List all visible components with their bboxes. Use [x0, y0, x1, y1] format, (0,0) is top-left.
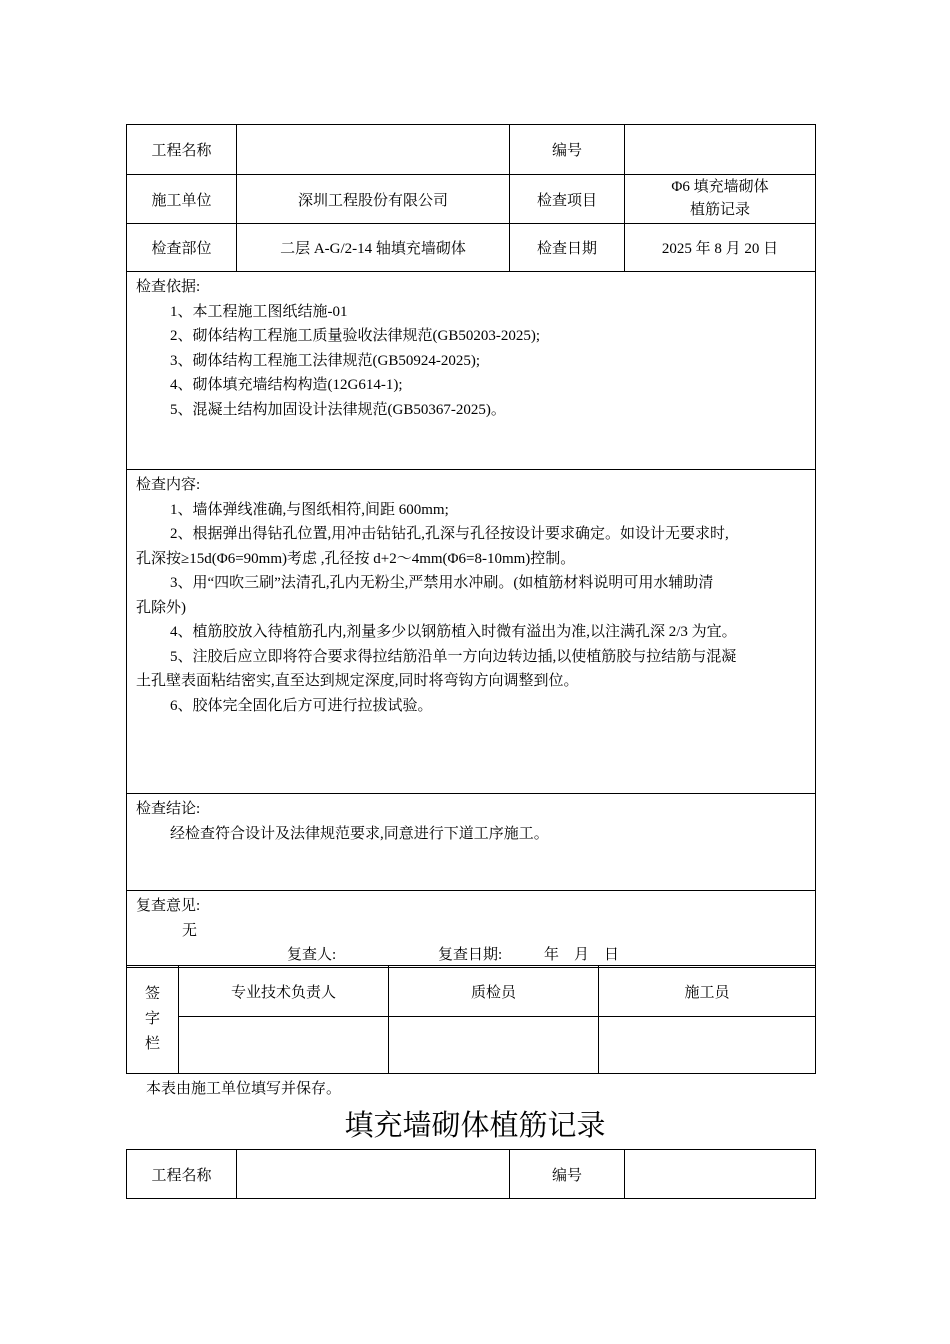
basis-item: 1、本工程施工图纸结施-01: [170, 303, 348, 320]
inspect-item-line1: Φ6 填充墙砌体: [671, 179, 769, 195]
signature-char: 栏: [144, 1036, 160, 1052]
content-section: [127, 470, 816, 794]
signature-char: 字: [144, 1011, 160, 1027]
review-heading: 复查意见:: [136, 898, 201, 914]
content-line: 6、胶体完全固化后方可进行拉拔试验。: [170, 697, 433, 714]
inspect-item-value: [625, 175, 816, 224]
inspect-date-label: 检查日期: [510, 224, 625, 272]
second-form-title: 填充墙砌体植筋记录: [344, 1110, 606, 1142]
inspect-part-label: 检查部位: [127, 224, 237, 272]
basis-item: 2、砌体结构工程施工质量验收法律规范(GB50203-2025);: [170, 328, 540, 344]
review-day: 日: [604, 947, 620, 963]
review-text: 无: [182, 922, 198, 939]
second-project-name-label: 工程名称: [127, 1150, 237, 1199]
quality-inspector-header: 质检员: [389, 966, 599, 1017]
number-label: 编号: [510, 125, 625, 175]
project-name-value: [237, 125, 510, 175]
content-line: 4、植筋胶放入待植筋孔内,剂量多少以钢筋植入时微有溢出为准,以注满孔深 2/3 为宜。: [170, 624, 737, 640]
review-date-label: 复查日期:: [438, 947, 503, 963]
content-line: 5、注胶后应立即将符合要求得拉结筋沿单一方向边转边插,以使植筋胶与拉结筋与混凝: [170, 648, 737, 665]
basis-heading: 检查依据:: [136, 279, 201, 295]
second-number-label: 编号: [510, 1150, 625, 1199]
conclusion-text: 经检查符合设计及法律规范要求,同意进行下道工序施工。: [170, 825, 549, 842]
inspect-part-value: 二层 A-G/2-14 轴填充墙砌体: [237, 224, 510, 272]
signature-table: [126, 965, 816, 1074]
constructor-signature-cell[interactable]: [599, 1017, 816, 1074]
reviewer-label: 复查人:: [287, 947, 337, 963]
conclusion-heading: 检查结论:: [136, 801, 201, 817]
content-line: 3、用“四吹三刷”法清孔,孔内无粉尘,严禁用水冲刷。(如植筋材料说明可用水辅助清: [170, 575, 714, 591]
body-table: [126, 271, 816, 968]
signature-char: 签: [144, 986, 160, 1002]
contractor-value: 深圳工程股份有限公司: [237, 175, 510, 224]
content-line: 孔除外): [136, 599, 186, 616]
basis-item: 3、砌体结构工程施工法律规范(GB50924-2025);: [170, 352, 480, 369]
content-line: 孔深按≥15d(Φ6=90mm)考虑 ,孔径按 d+2～4mm(Φ6=8-10mm)控制。: [136, 550, 576, 567]
basis-item: 5、混凝土结构加固设计法律规范(GB50367-2025)。: [170, 401, 506, 418]
second-number-value: [625, 1150, 816, 1199]
number-value: [625, 125, 816, 175]
review-sign-line: [136, 943, 806, 967]
signature-column-label: [127, 966, 179, 1074]
inspect-item-line2: 植筋记录: [689, 202, 750, 218]
content-line: 2、根据弹出得钻孔位置,用冲击钻钻孔,孔深与孔径按设计要求确定。如设计无要求时,: [170, 526, 729, 542]
review-section: [127, 891, 816, 968]
basis-item: 4、砌体填充墙结构构造(12G614-1);: [170, 377, 403, 393]
constructor-header: 施工员: [599, 966, 816, 1017]
conclusion-section: [127, 794, 816, 891]
contractor-label: 施工单位: [127, 175, 237, 224]
quality-inspector-signature-cell[interactable]: [389, 1017, 599, 1074]
content-line: 1、墙体弹线准确,与图纸相符,间距 600mm;: [170, 501, 449, 518]
second-header-table: [126, 1149, 816, 1199]
review-year: 年: [544, 947, 560, 963]
second-project-name-value: [237, 1150, 510, 1199]
review-month: 月: [574, 947, 590, 963]
basis-section: [127, 272, 816, 470]
header-table: [126, 124, 816, 272]
inspect-date-value: 2025 年 8 月 20 日: [625, 224, 816, 272]
inspect-item-label: 检查项目: [510, 175, 625, 224]
tech-lead-header: 专业技术负责人: [179, 966, 389, 1017]
content-heading: 检查内容:: [136, 477, 201, 493]
footer-note: 本表由施工单位填写并保存。: [146, 1081, 342, 1097]
content-line: 土孔壁表面粘结密实,直至达到规定深度,同时将弯钩方向调整到位。: [136, 673, 579, 689]
tech-lead-signature-cell[interactable]: [179, 1017, 389, 1074]
project-name-label: 工程名称: [127, 125, 237, 175]
